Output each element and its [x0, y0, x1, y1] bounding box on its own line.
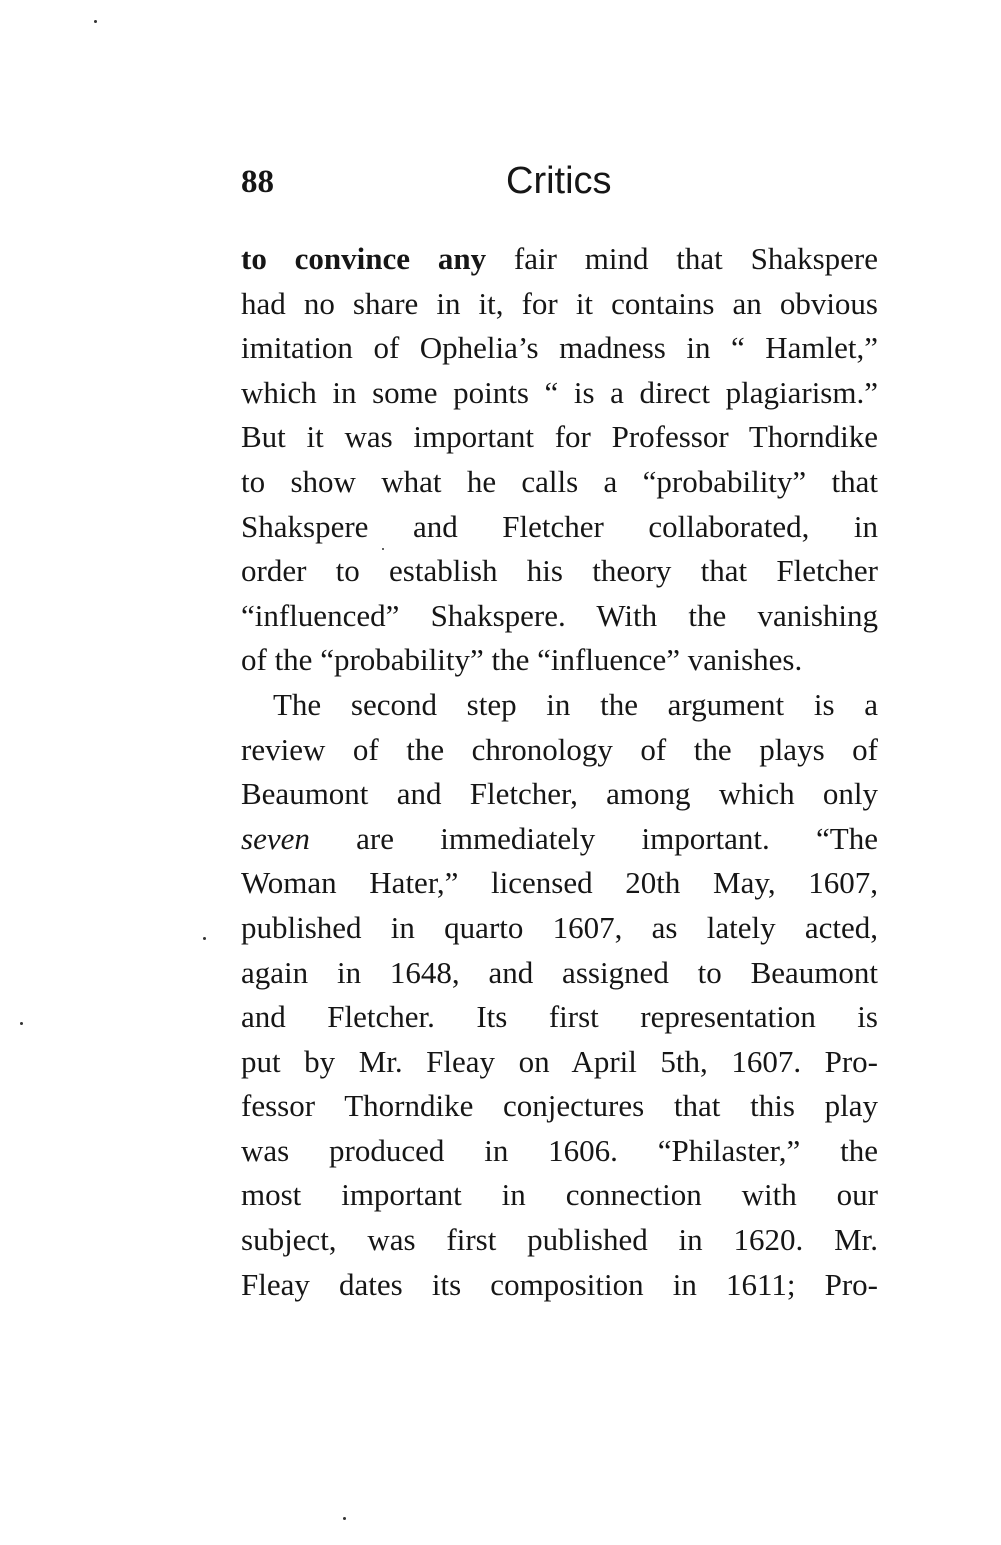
- scan-speck: [20, 1022, 23, 1025]
- text-line-lead: to convince any: [241, 241, 487, 276]
- scan-speck: [94, 20, 97, 23]
- text-line: [241, 817, 878, 862]
- text-line: But it was important for Professor Thorndike: [241, 419, 878, 455]
- text-line: had no share in it, for it contains an obvious: [241, 285, 878, 321]
- text-line: published in quarto 1607, as lately acted,: [241, 909, 878, 945]
- text-line: imitation of Ophelia’s madness in “ Hamlet,”: [241, 330, 878, 366]
- text-line: subject, was first published in 1620. Mr.: [241, 1222, 878, 1258]
- text-line: [241, 237, 878, 282]
- text-line: order to establish his theory that Fletcher: [241, 553, 878, 589]
- text-line: was produced in 1606. “Philaster,” the: [241, 1132, 878, 1168]
- text-line: put by Mr. Fleay on April 5th, 1607. Pro-: [241, 1043, 878, 1079]
- text-line: which in some points “ is a direct plagiarism.”: [241, 374, 878, 410]
- text-line: The second step in the argument is a: [273, 686, 878, 722]
- text-line: Woman Hater,” licensed 20th May, 1607,: [241, 865, 878, 901]
- text-line: Shakspere and Fletcher collaborated, in: [241, 508, 878, 544]
- scan-speck: [203, 937, 206, 940]
- running-head: Critics: [506, 160, 612, 202]
- page-number: 88: [241, 164, 274, 200]
- text-line: most important in connection with our: [241, 1177, 878, 1213]
- body-text: [241, 237, 878, 1307]
- scan-speck: [382, 548, 384, 550]
- text-line: of the “probability” the “influence” vanishes.: [241, 642, 803, 678]
- text-line-rest: fair mind that Shakspere: [486, 241, 878, 276]
- text-line: again in 1648, and assigned to Beaumont: [241, 954, 878, 990]
- text-line: Fleay dates its composition in 1611; Pro-: [241, 1266, 878, 1302]
- text-line: review of the chronology of the plays of: [241, 731, 878, 767]
- text-line-italic: seven: [241, 820, 310, 856]
- page-header: [241, 160, 881, 212]
- scan-speck: [343, 1517, 346, 1520]
- text-line-rest: are immediately important. “The: [309, 820, 878, 856]
- text-line: Beaumont and Fletcher, among which only: [241, 776, 878, 812]
- text-line: “influenced” Shakspere. With the vanishing: [241, 597, 878, 633]
- text-line: fessor Thorndike conjectures that this play: [241, 1088, 878, 1124]
- text-line: and Fletcher. Its first representation is: [241, 999, 878, 1035]
- text-line: to show what he calls a “probability” that: [241, 463, 878, 499]
